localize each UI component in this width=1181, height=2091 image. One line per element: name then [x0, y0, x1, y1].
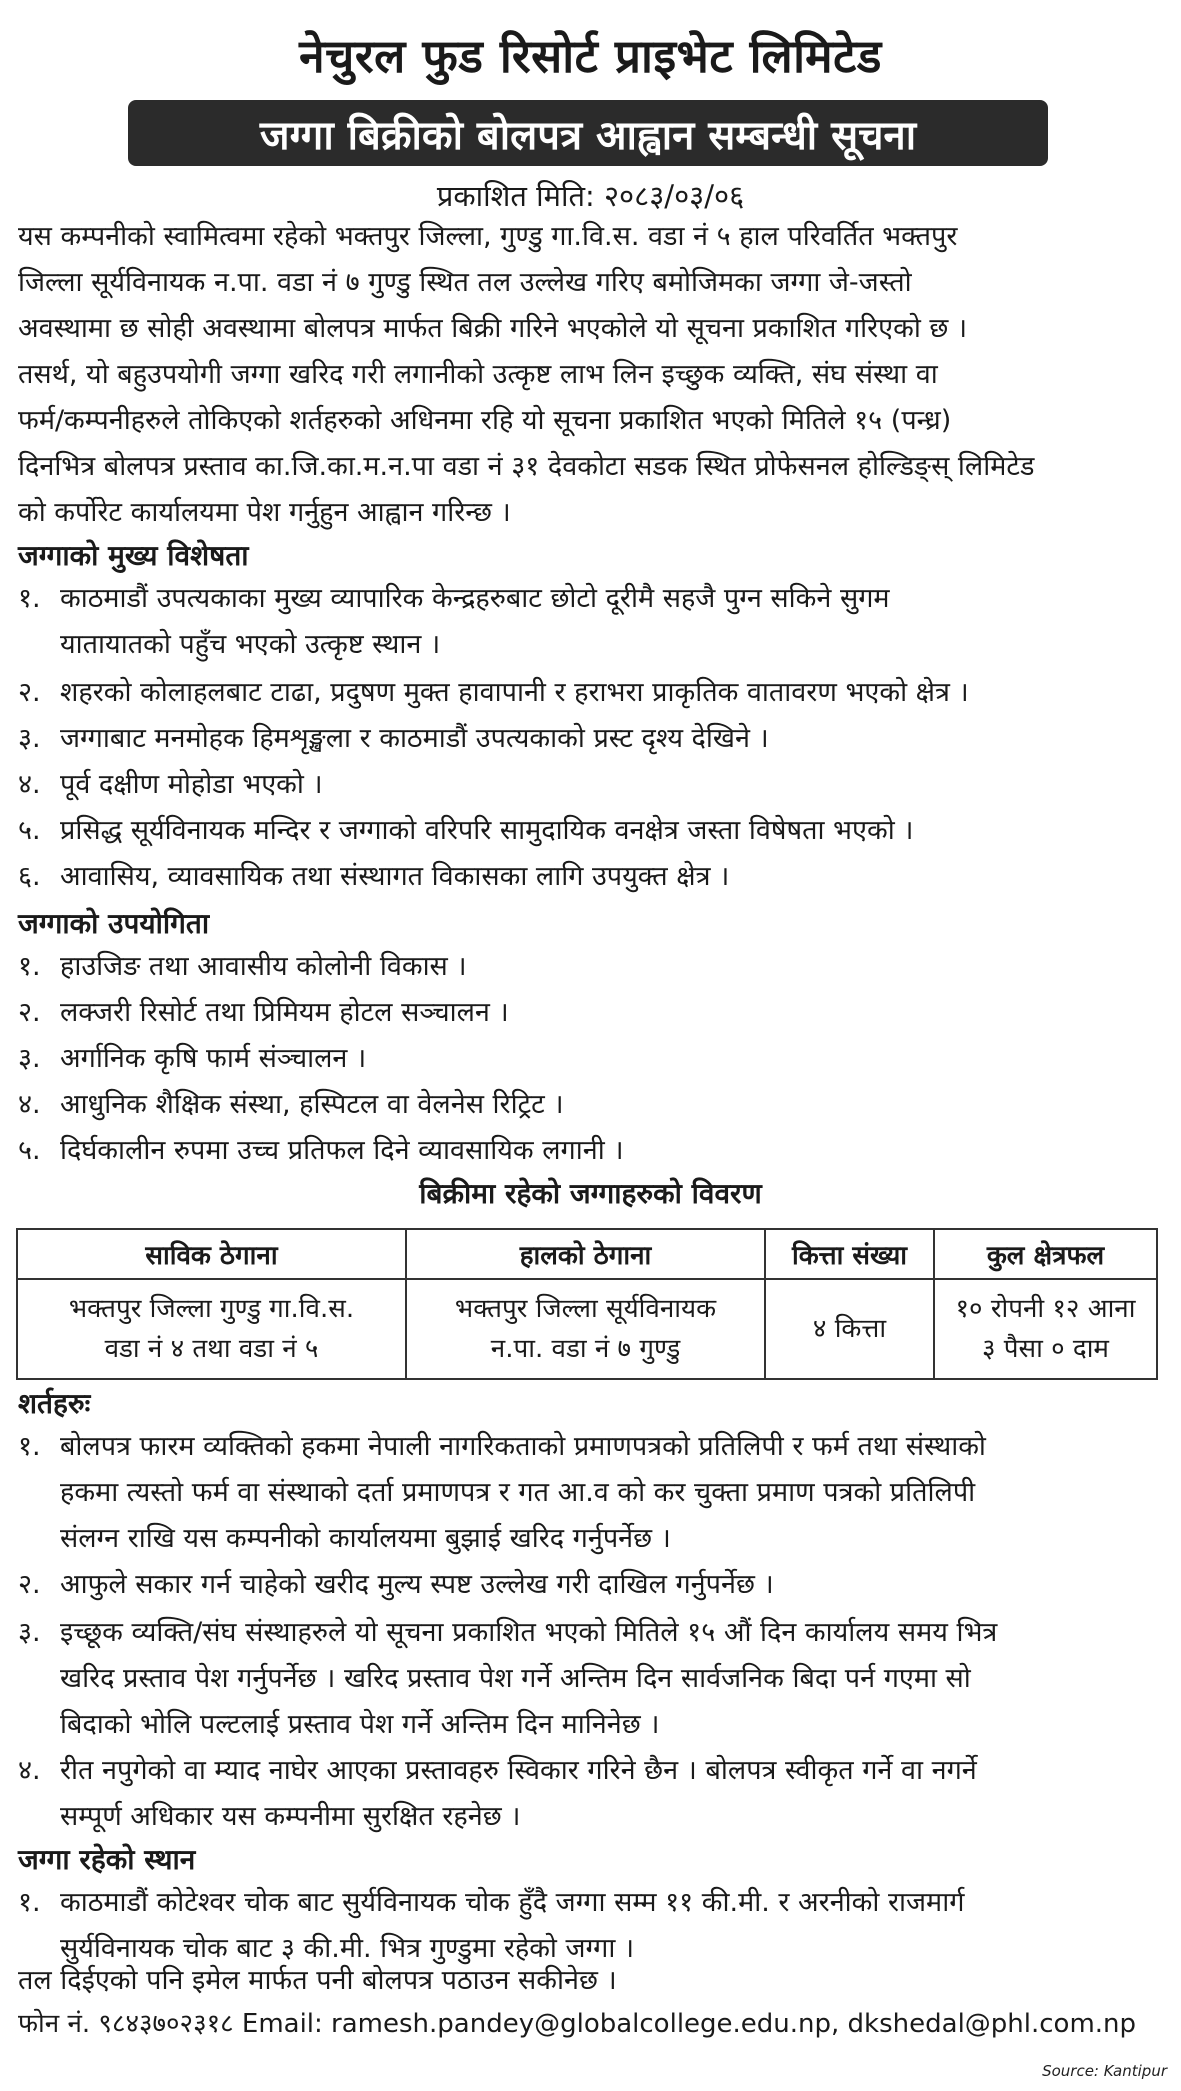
feature-text: जग्गाबाट मनमोहक हिमशृङ्खला र काठमाडौं उपत्यकाको प्रस्ट दृश्य देखिने । [60, 723, 769, 754]
usability-item [18, 1128, 1168, 1174]
condition-text: आफुले सकार गर्न चाहेको खरीद मुल्य स्पष्ट उल्लेख गरी दाखिल गर्नुपर्नेछ । [60, 1569, 774, 1600]
cell-line: ३ पैसा ० दाम [981, 1334, 1109, 1364]
intro-line: तसर्थ, यो बहुउपयोगी जग्गा खरिद गरी लगानीको उत्कृष्ट लाभ लिन इच्छुक व्यक्ति, संघ संस्था वा [18, 359, 938, 390]
feature-text: काठमाडौं उपत्यकाका मुख्य व्यापारिक केन्द्रहरुबाट छोटो दूरीमै सहजै पुग्न सकिने सुगम [60, 583, 890, 614]
condition-text: संलग्न राखि यस कम्पनीको कार्यालयमा बुझाई खरिद गर्नुपर्नेछ । [60, 1523, 671, 1554]
feature-num: ६. [18, 861, 41, 892]
cell-line: भक्तपुर जिल्ला गुण्डु गा.वि.स. [68, 1294, 355, 1324]
usability-heading: जग्गाको उपयोगिता [18, 907, 210, 940]
features-heading: जग्गाको मुख्य विशेषता [18, 539, 249, 572]
intro-paragraph [18, 214, 1166, 536]
published-date: प्रकाशित मिति: २०८३/०३/०६ [436, 179, 745, 213]
intro-line: को कर्पोरेट कार्यालयमा पेश गर्नुहुन आह्वान गरिन्छ । [18, 497, 511, 528]
feature-item [18, 808, 1168, 854]
feature-num: ५. [18, 815, 41, 846]
cell-line: १० रोपनी १२ आना [955, 1294, 1136, 1324]
usability-num: २. [18, 997, 41, 1028]
usability-num: ३. [18, 1043, 41, 1074]
feature-item [18, 576, 1168, 668]
location-text: सुर्यविनायक चोक बाट ३ की.मी. भित्र गुण्डुमा रहेको जग्गा । [60, 1933, 635, 1964]
cell-plots: ४ कित्ता [765, 1279, 934, 1379]
cell-line: वडा नं ४ तथा वडा नं ५ [104, 1334, 319, 1364]
location-heading: जग्गा रहेको स्थान [18, 1843, 196, 1876]
cell-current-address [406, 1279, 765, 1379]
condition-num: ३. [18, 1617, 41, 1648]
condition-text: हकमा त्यस्तो फर्म वा संस्थाको दर्ता प्रमाणपत्र र गत आ.व को कर चुक्ता प्रमाण पत्रको प्रतिलिपी [60, 1477, 976, 1508]
notice-title: जग्गा बिक्रीको बोलपत्र आह्वान सम्बन्धी सूचना [259, 112, 917, 159]
feature-num: १. [18, 583, 41, 614]
usability-item [18, 1082, 1168, 1128]
table-row [17, 1279, 1157, 1379]
company-name: नेचुरल फुड रिसोर्ट प्राइभेट लिमिटेड [299, 29, 882, 83]
col-header-current-address: हालको ठेगाना [406, 1229, 765, 1279]
location-text: काठमाडौं कोटेश्वर चोक बाट सुर्यविनायक चोक हुँदै जग्गा सम्म ११ की.मी. र अरनीको राजमार्ग [60, 1887, 965, 1918]
col-header-old-address: साविक ठेगाना [17, 1229, 406, 1279]
land-table [16, 1228, 1158, 1380]
intro-line: दिनभित्र बोलपत्र प्रस्ताव का.जि.का.म.न.पा वडा नं ३१ देवकोटा सडक स्थित प्रोफेसनल होल्डिङ्स् लिमिटेड [18, 451, 1035, 482]
condition-text: सम्पूर्ण अधिकार यस कम्पनीमा सुरक्षित रहनेछ । [60, 1801, 521, 1832]
condition-num: ४. [18, 1755, 41, 1786]
notice-title-banner [128, 100, 1048, 166]
usability-item [18, 990, 1168, 1036]
location-num: १. [18, 1887, 41, 1918]
feature-num: ४. [18, 769, 41, 800]
intro-line: जिल्ला सूर्यविनायक न.पा. वडा नं ७ गुण्डु स्थित तल उल्लेख गरिए बमोजिमका जग्गा जे-जस्तो [18, 267, 912, 298]
cell-old-address [17, 1279, 406, 1379]
contact-line: फोन नं. ९८४३७०२३१८ Email: ramesh.pandey@globalcollege.edu.np, dkshedal@phl.com.np [18, 2009, 1137, 2039]
cell-line: न.पा. वडा नं ७ गुण्डु [490, 1334, 681, 1364]
usability-num: १. [18, 951, 41, 982]
feature-item [18, 716, 1168, 762]
feature-text: पूर्व दक्षीण मोहोडा भएको । [60, 769, 323, 800]
usability-text: अर्गानिक कृषि फार्म संञ्चालन । [60, 1043, 367, 1074]
usability-text: लक्जरी रिसोर्ट तथा प्रिमियम होटल सञ्चालन । [60, 997, 509, 1028]
usability-num: ५. [18, 1135, 41, 1166]
usability-num: ४. [18, 1089, 41, 1120]
conditions-heading: शर्तहरुः [18, 1387, 91, 1420]
feature-item [18, 670, 1168, 716]
cell-line: भक्तपुर जिल्ला सूर्यविनायक [454, 1294, 717, 1324]
usability-text: हाउजिङ तथा आवासीय कोलोनी विकास । [60, 951, 467, 982]
intro-line: अवस्थामा छ सोही अवस्थामा बोलपत्र मार्फत बिक्री गरिने भएकोले यो सूचना प्रकाशित गरिएको छ । [18, 313, 968, 344]
intro-line: यस कम्पनीको स्वामित्वमा रहेको भक्तपुर जिल्ला, गुण्डु गा.वि.स. वडा नं ५ हाल परिवर्तित भक्तपुर [18, 221, 958, 252]
feature-text: आवासिय, व्यावसायिक तथा संस्थागत विकासका लागि उपयुक्त क्षेत्र । [60, 861, 730, 892]
condition-text: इच्छूक व्यक्ति/संघ संस्थाहरुले यो सूचना प्रकाशित भएको मितिले १५ औं दिन कार्यालय समय भित्र [60, 1617, 998, 1648]
condition-text: बोलपत्र फारम व्यक्तिको हकमा नेपाली नागरिकताको प्रमाणपत्रको प्रतिलिपी र फर्म तथा संस्थाको [60, 1431, 986, 1462]
condition-item [18, 1748, 1168, 1840]
feature-num: २. [18, 677, 41, 708]
usability-text: आधुनिक शैक्षिक संस्था, हस्पिटल वा वेलनेस रिट्रिट । [60, 1089, 564, 1120]
condition-num: २. [18, 1569, 41, 1600]
condition-text: रीत नपुगेको वा म्याद नाघेर आएका प्रस्तावहरु स्विकार गरिने छैन । बोलपत्र स्वीकृत गर्ने वा नगर्ने [60, 1755, 977, 1786]
condition-text: बिदाको भोलि पल्टलाई प्रस्ताव पेश गर्ने अन्तिम दिन मानिनेछ । [60, 1709, 660, 1740]
feature-text: यातायातको पहुँच भएको उत्कृष्ट स्थान । [60, 629, 441, 660]
col-header-plots: कित्ता संख्या [765, 1229, 934, 1279]
feature-item [18, 854, 1168, 900]
feature-num: ३. [18, 723, 41, 754]
usability-item [18, 944, 1168, 990]
usability-text: दिर्घकालीन रुपमा उच्च प्रतिफल दिने व्यावसायिक लगानी । [60, 1135, 624, 1166]
condition-item [18, 1424, 1168, 1562]
land-table-caption: बिक्रीमा रहेको जग्गाहरुको विवरण [419, 1177, 762, 1210]
feature-text: शहरको कोलाहलबाट टाढा, प्रदुषण मुक्त हावापानी र हराभरा प्राकृतिक वातावरण भएको क्षेत्र । [60, 677, 969, 708]
email-note: तल दिईएको पनि इमेल मार्फत पनी बोलपत्र पठाउन सकीनेछ । [18, 1965, 617, 1996]
usability-item [18, 1036, 1168, 1082]
condition-num: १. [18, 1431, 41, 1462]
condition-item [18, 1562, 1168, 1608]
condition-item [18, 1610, 1168, 1748]
feature-text: प्रसिद्ध सूर्यविनायक मन्दिर र जग्गाको वरिपरि सामुदायिक वनक्षेत्र जस्ता विषेषता भएको । [60, 815, 914, 846]
col-header-area: कुल क्षेत्रफल [934, 1229, 1157, 1279]
source-credit: Source: Kantipur [1042, 2062, 1167, 2080]
condition-text: खरिद प्रस्ताव पेश गर्नुपर्नेछ । खरिद प्रस्ताव पेश गर्ने अन्तिम दिन सार्वजनिक बिदा पर्न गएमा सो [60, 1663, 971, 1694]
intro-line: फर्म/कम्पनीहरुले तोकिएको शर्तहरुको अधिनमा रहि यो सूचना प्रकाशित भएको मितिले १५ (पन्ध्र) [18, 405, 952, 436]
feature-item [18, 762, 1168, 808]
cell-area [934, 1279, 1157, 1379]
